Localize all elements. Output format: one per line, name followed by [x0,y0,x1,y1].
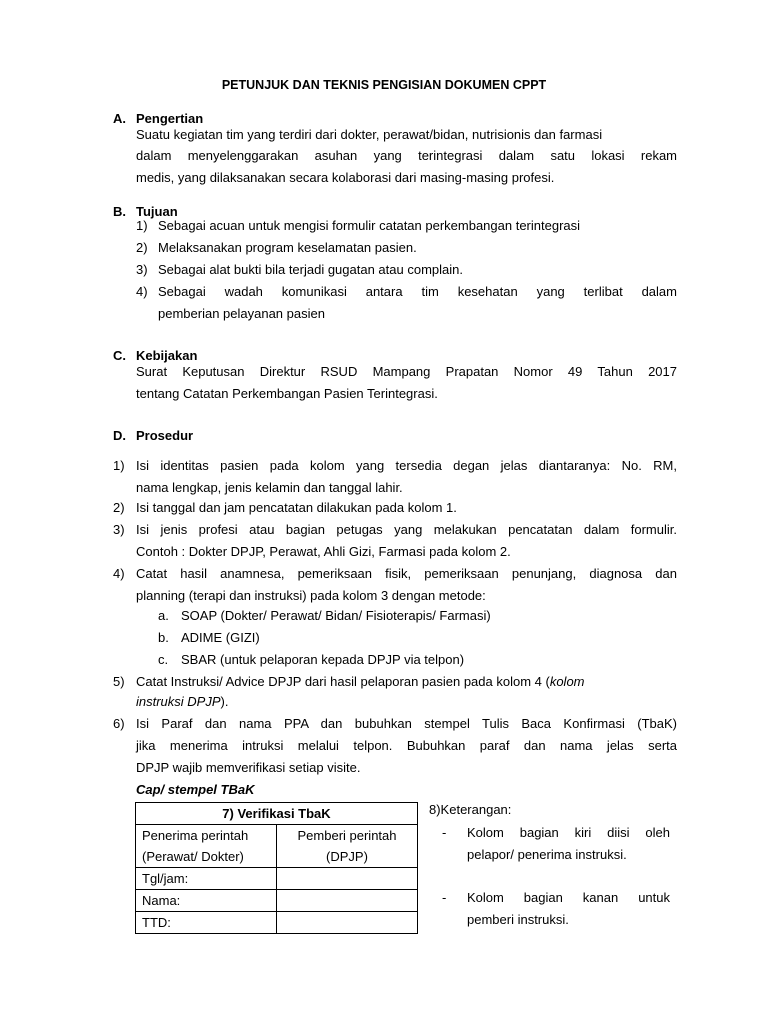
note-heading: 8)Keterangan: [429,802,512,817]
tbak-col1-sublabel: (Perawat/ Dokter) [136,846,277,868]
prosedur-item-5-close: ). [220,694,229,709]
prosedur-num-4: 4) [113,566,125,581]
tbak-header: 7) Verifikasi TbaK [136,803,418,825]
metode-item-a: SOAP (Dokter/ Perawat/ Bidan/ Fisioterapis/ Farmasi) [181,608,491,623]
prosedur-item-6-line-3: DPJP wajib memverifikasi setiap visite. [136,760,361,775]
section-c-line-1: Surat Keputusan Direktur RSUD Mampang Prapatan Nomor 49 Tahun 2017 [136,364,677,379]
tbak-cell-nama [277,890,418,912]
section-d-marker: D. [113,428,126,443]
tbak-row-tgl-jam: Tgl/jam: [136,868,277,890]
section-a-line-3: medis, yang dilaksanakan secara kolaborasi dari masing-masing profesi. [136,170,555,185]
metode-item-c: SBAR (untuk pelaporan kepada DPJP via telpon) [181,652,465,667]
prosedur-item-4-line-1: Catat hasil anamnesa, pemeriksaan fisik, pemeriksaan penunjang, diagnosa dan [136,566,677,581]
tbak-cell-ttd [277,912,418,934]
prosedur-item-3-line-2: Contoh : Dokter DPJP, Perawat, Ahli Gizi, Farmasi pada kolom 2. [136,544,511,559]
stamp-caption: Cap/ stempel TBaK [136,782,255,797]
section-b-heading: Tujuan [136,204,178,219]
section-d-heading: Prosedur [136,428,194,443]
metode-marker-c: c. [158,652,169,667]
metode-marker-b: b. [158,630,169,645]
tujuan-num-2: 2) [136,240,148,255]
page-title: PETUNJUK DAN TEKNIS PENGISIAN DOKUMEN CPPT [221,78,547,92]
prosedur-item-1-line-2: nama lengkap, jenis kelamin dan tanggal lahir. [136,480,403,495]
tbak-col2-label: Pemberi perintah [277,825,418,847]
tujuan-item-4: Sebagai wadah komunikasi antara tim kesehatan yang terlibat dalam [158,284,677,299]
prosedur-num-6: 6) [113,716,125,731]
prosedur-item-6-line-1: Isi Paraf dan nama PPA dan bubuhkan stempel Tulis Baca Konfirmasi (TbaK) [136,716,677,731]
tbak-row-ttd: TTD: [136,912,277,934]
tujuan-num-1: 1) [136,218,148,233]
tbak-col2-sublabel: (DPJP) [277,846,418,868]
tujuan-item-3: Sebagai alat bukti bila terjadi gugatan atau complain. [158,262,463,277]
tbak-col1-label: Penerima perintah [136,825,277,847]
tbak-stamp-table [135,802,418,934]
prosedur-item-5-italic-2: instruksi DPJP [136,694,221,709]
metode-item-b: ADIME (GIZI) [181,630,260,645]
metode-marker-a: a. [158,608,169,623]
prosedur-num-3: 3) [113,522,125,537]
prosedur-item-6-line-2: jika menerima intruksi melalui telpon. Bubuhkan paraf dan nama jelas serta [136,738,677,753]
prosedur-item-5-line-2 [136,694,228,710]
section-a-heading: Pengertian [136,111,204,126]
section-c-line-2: tentang Catatan Perkembangan Pasien Terintegrasi. [136,386,438,401]
tujuan-item-4-cont: pemberian pelayanan pasien [158,306,325,321]
prosedur-item-5-italic: kolom [549,674,585,689]
prosedur-num-2: 2) [113,500,125,515]
prosedur-item-5-line-1 [136,674,585,690]
section-a-line-2: dalam menyelenggarakan asuhan yang terintegrasi dalam satu lokasi rekam [136,148,677,163]
section-b-marker: B. [113,204,126,219]
tujuan-num-4: 4) [136,284,148,299]
tujuan-num-3: 3) [136,262,148,277]
note-dash-2: - [442,890,447,905]
note-item-2-line-2: pemberi instruksi. [467,912,569,927]
prosedur-item-3-line-1: Isi jenis profesi atau bagian petugas yang melakukan pencatatan dalam formulir. [136,522,677,537]
prosedur-item-5-text: Catat Instruksi/ Advice DPJP dari hasil pelaporan pasien pada kolom 4 ( [136,674,550,689]
prosedur-item-2-line-1: Isi tanggal dan jam pencatatan dilakukan pada kolom 1. [136,500,457,515]
prosedur-num-1: 1) [113,458,125,473]
note-item-1-line-2: pelapor/ penerima instruksi. [467,847,627,862]
note-item-1-line-1: Kolom bagian kiri diisi oleh [467,825,670,840]
section-c-heading: Kebijakan [136,348,198,363]
section-a-line-1: Suatu kegiatan tim yang terdiri dari dokter, perawat/bidan, nutrisionis dan farmasi [136,127,603,142]
note-dash-1: - [442,825,447,840]
tbak-row-nama: Nama: [136,890,277,912]
prosedur-item-4-line-2: planning (terapi dan instruksi) pada kolom 3 dengan metode: [136,588,486,603]
section-c-marker: C. [113,348,126,363]
prosedur-num-5: 5) [113,674,125,689]
tujuan-item-1: Sebagai acuan untuk mengisi formulir catatan perkembangan terintegrasi [158,218,581,233]
section-a-marker: A. [113,111,126,126]
tujuan-item-2: Melaksanakan program keselamatan pasien. [158,240,417,255]
tbak-cell-tgl-jam [277,868,418,890]
note-item-2-line-1: Kolom bagian kanan untuk [467,890,670,905]
prosedur-item-1-line-1: Isi identitas pasien pada kolom yang tersedia degan jelas diantaranya: No. RM, [136,458,677,473]
